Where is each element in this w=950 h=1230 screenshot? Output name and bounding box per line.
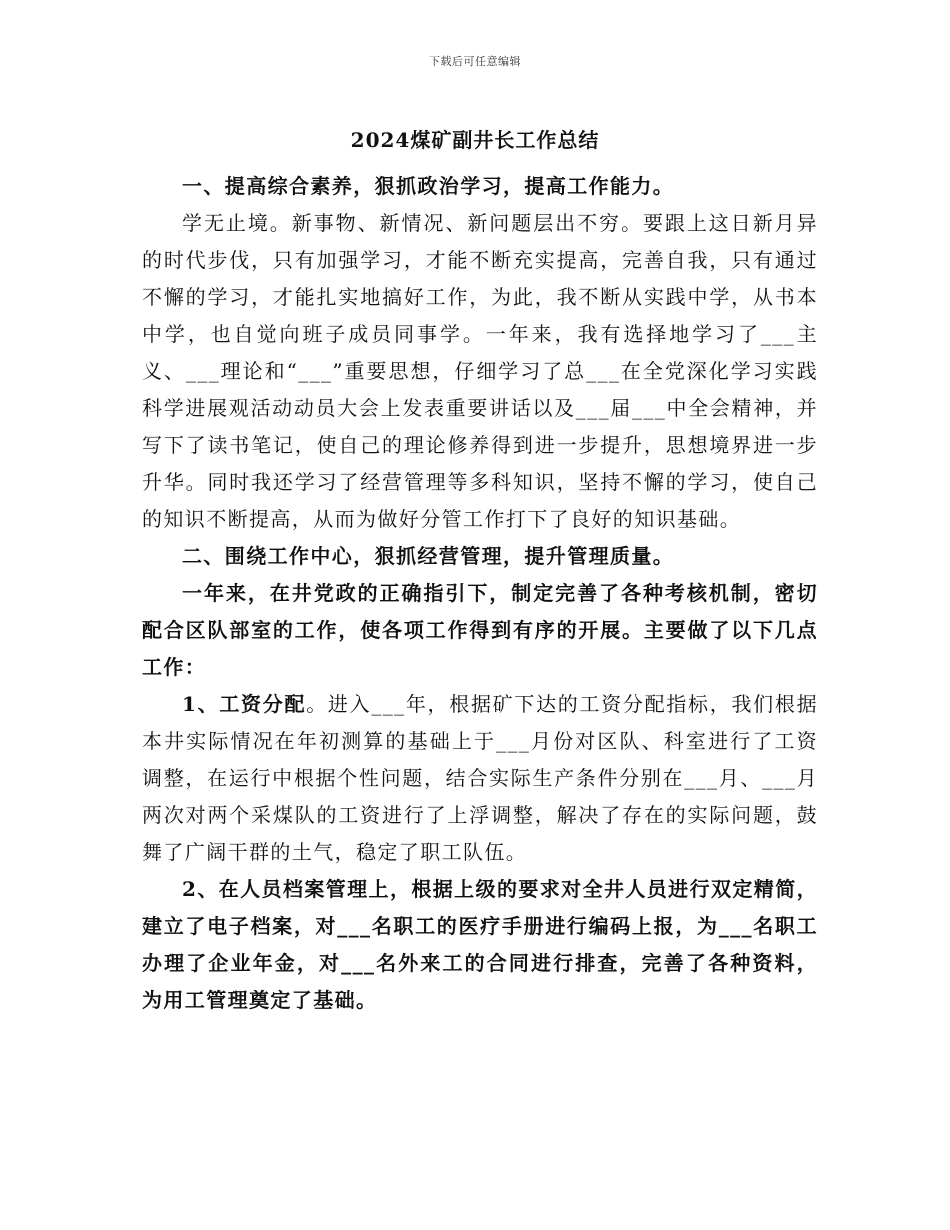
document-title: 2024煤矿副井长工作总结	[350, 128, 600, 152]
header-note: 下载后可任意编辑	[429, 55, 521, 68]
section-1-heading: 一、提高综合素养，狠抓政治学习，提高工作能力。	[182, 174, 675, 198]
item-1-label: 1、工资分配	[182, 692, 307, 716]
section-2-intro: 一年来，在井党政的正确指引下，制定完善了各种考核机制，密切配合区队部室的工作，使各项工作得到有序的开展。主要做了以下几点工作：	[142, 581, 818, 679]
section-2-heading: 二、围绕工作中心，狠抓经营管理，提升管理质量。	[182, 544, 675, 568]
item-1-text: 。进入___年，根据矿下达的工资分配指标，我们根据本井实际情况在年初测算的基础上于___月份对区队、科室进行了工资调整，在运行中根据个性问题，结合实际生产条件分别在___月、___月两次对两个采煤队的工资进行了上浮调整，解决了存在的实际问题，鼓舞了广阔干群的土气，稳定了职工队伍。	[142, 692, 819, 864]
document-body	[142, 168, 818, 1019]
item-2-paragraph: 2、在人员档案管理上，根据上级的要求对全井人员进行双定精简，建立了电子档案，对___名职工的医疗手册进行编码上报，为___名职工办理了企业年金，对___名外来工的合同进行排查，完善了各种资料，为用工管理奠定了基础。	[142, 877, 818, 1012]
item-1-paragraph	[142, 686, 818, 871]
section-1-paragraph: 学无止境。新事物、新情况、新问题层出不穷。要跟上这日新月异的时代步伐，只有加强学习，才能不断充实提高，完善自我，只有通过不懈的学习，才能扎实地搞好工作，为此，我不断从实践中学，从书本中学，也自觉向班子成员同事学。一年来，我有选择地学习了___主义、___理论和“___”重要思想，仔细学习了总___在全党深化学习实践科学进展观活动动员大会上发表重要讲话以及___届___中全会精神，并写下了读书笔记，使自己的理论修养得到进一步提升，思想境界进一步升华。同时我还学习了经营管理等多科知识，坚持不懈的学习，使自己的知识不断提高，从而为做好分管工作打下了良好的知识基础。	[142, 211, 818, 531]
